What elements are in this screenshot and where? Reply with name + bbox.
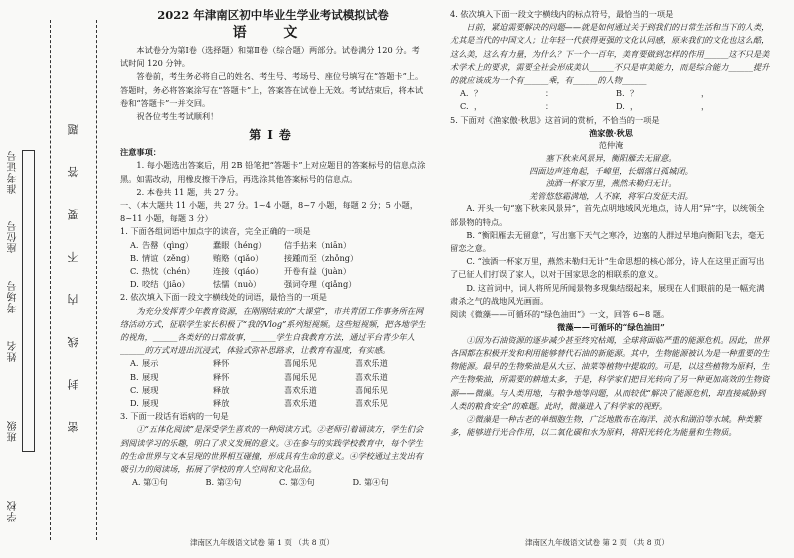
article-paragraph: ②微藻是一种古老的单细胞生物，广泛地散布在海洋、淡水和湖泊等水域。种类繁多，能够进行光合作用，以二氧化碳和水为原料，将阳光转化为能量和生物质。: [450, 414, 762, 438]
option: C. 第③句: [279, 477, 315, 488]
option-letter: B.: [616, 88, 625, 99]
option-text: 喜闻乐见: [284, 358, 317, 369]
option-text: 贿赂（qiǎo）: [213, 252, 264, 263]
question-1-stem: 1. 下面各组词语中加点字的读音，完全正确的一项是: [120, 226, 311, 237]
article-title: 微藻——可循环的“绿色油田”: [557, 322, 665, 333]
option-text: 连接（qiáo）: [213, 266, 264, 277]
question-2-stem: 2. 依次填入下面一段文字横线处的词语，最恰当的一项是: [120, 292, 327, 303]
option-text: 接踵而至（zhǒng）: [284, 252, 359, 263]
option-letter: A.: [460, 88, 469, 99]
option-letter: D.: [130, 279, 139, 290]
option-text: 释放: [213, 398, 230, 409]
option-text: 展示: [142, 358, 159, 369]
option-text: 展现: [142, 398, 159, 409]
seal-dashed-line-outer: [50, 20, 51, 540]
intro-paragraph: 祝各位考生考试顺利！: [136, 111, 219, 122]
option-text: 喜欢乐道: [284, 398, 317, 409]
name-label: 姓名: [8, 340, 19, 362]
seal-line-text: 密 封 线 内 不 要 答 题: [67, 110, 80, 433]
subject-title: 语 文: [232, 25, 314, 41]
reading-intro: 阅读《微藻——可循环的“绿色油田”》一文，回答 6~8 题。: [450, 309, 670, 320]
option: A. 第①句: [132, 477, 168, 488]
exam-room-label: 考场号: [8, 280, 19, 313]
poem-title: 渔家傲·秋思: [589, 127, 633, 138]
option-text: 释怀: [213, 371, 230, 382]
question-5-stem: 5. 下面对《渔家傲·秋思》这首词的赏析，不恰当的一项是: [450, 114, 660, 125]
option-text: 咬结（jiāo）: [142, 279, 190, 290]
question-4-stem: 4. 依次填入下面一段文字横线内的标点符号，最恰当的一项是: [450, 9, 674, 19]
question-4-passage: 日前，紧迫需要解决的问题——就是如何通过关于到我们的日常生活和当下的人类，尤其是当代的中国文人；让年轻一代获得更强的文化认同感，原来我们的文化也这么酷，这么美，这么有力量，为什么？下一个一百年，美育要做到怎样的作用______这不只是美术学术上的要求，需要全社会形成美认______不只是审美能力，而是综合能力______提升的就应该成为一个有______乘，有______的人物______: [450, 22, 770, 86]
section-title: 第Ⅰ卷: [249, 128, 297, 143]
exam-title: 2022 年津南区初中毕业生学业考试模拟试卷: [157, 8, 389, 22]
question-2-passage: 为充分发挥青少年教育资源，在刚刚结束的“大课堂”，市共青团工作事务所在网络活动方式，征联学生家长积极了“我的Vlog”系列短视频。这些短视频，把各地学生的视角，______各类好的日常故事，______学生自我教育方法，通过平台青少年人______的方式对进出沉浸式，体验式弥补思路求，让教育有温度，有实感。: [120, 305, 426, 356]
option-text: 热忱（chén）: [142, 266, 195, 277]
option-text: 释放: [213, 384, 230, 395]
option-text: 释怀: [213, 358, 230, 369]
ticket-box-column: [22, 150, 35, 452]
question-3-stem: 3. 下面一段话有语病的一句是: [120, 411, 229, 422]
option-letter: B.: [130, 371, 139, 382]
option-mark: ，: [630, 101, 639, 112]
option-letter: A.: [130, 358, 139, 369]
option-text: 展现: [142, 371, 159, 382]
option-mark: ：: [545, 101, 554, 112]
option-mark: ，: [701, 101, 710, 112]
poem-line: 羌管悠悠霜满地，人不寐，将军白发征夫泪。: [529, 190, 693, 201]
option-text: 信手拈来（niān）: [284, 239, 352, 250]
notes-title: 注意事项：: [120, 147, 161, 158]
binding-margin: [0, 0, 118, 558]
option-mark: ？: [630, 88, 639, 99]
option-letter: B.: [130, 252, 139, 263]
option-letter: A.: [130, 239, 139, 250]
option-text: 喜欢乐道: [355, 371, 388, 382]
class-label: 班级: [8, 420, 19, 442]
question-3-options: [120, 476, 426, 489]
option-mark: ，: [474, 101, 483, 112]
poem-line: 浊酒一杯家万里，燕然未勒归无计。: [545, 178, 677, 189]
poem-line: 塞下秋来风景异，衡阳雁去无留意。: [545, 153, 677, 164]
poem-line: 四面边声连角起，千嶂里，长烟落日孤城闭。: [529, 165, 693, 176]
option-letter: C.: [130, 384, 139, 395]
question-5-option: D. 这首词中，词人将所见所闻景物多现集结缀起来，展现在人们眼前的是一幅充满肃杀之气的战地风光画面。: [450, 282, 765, 306]
option-letter: C.: [130, 266, 139, 277]
option-text: 喜欢乐道: [284, 384, 317, 395]
option-mark: ：: [545, 88, 554, 99]
page-one-footer: 津南区九年级语文试卷 第 1 页 （共 8 页）: [190, 538, 334, 547]
option-text: 喜闻乐见: [355, 384, 388, 395]
option-text: 蠢眼（héng）: [213, 239, 267, 250]
question-4-options: [450, 87, 772, 113]
option-text: 喜欢乐道: [355, 358, 388, 369]
option-mark: ？: [474, 88, 483, 99]
article-paragraph: ①因为石油资源的逐步减少甚至终究枯竭，全球将面临严重的能源危机。因此，世界各国都在积极开发和利用能够替代石油的新能源。其中，生物能源被认为是一种重要的生物能源。最早的生物柴油是从大豆、油菜等植物中提取的。可是，以这些植物为原料，生产生物柴油，所需要的耕地太多，于是，科学家们把目光转向了另一种更加高效的生物资源——微藻。与人类用地，与粮争地等问题，从而较优“解决了能源危机，却直接威胁到人类的粮食安全”的难题。此时，微藻进入了科学家的视野。: [450, 334, 770, 411]
page-two-footer: 津南区九年级语文试卷 第 2 页 （共 8 页）: [525, 538, 669, 547]
intro-paragraph: 答卷前，考生务必将自己的姓名、考生号、考场号、座位号填写在“答题卡”上。答题时，务必将答案涂写在“答题卡”上，答案答在试卷上无效。考试结束后，将本试卷和“答题卡”一并交回。: [120, 71, 424, 108]
option-text: 喜闻乐见: [284, 371, 317, 382]
intro-paragraph: 本试卷分为第Ⅰ卷（选择题）和第Ⅱ卷（综合题）两部分。试卷满分 120 分。考试时间 120 分钟。: [120, 45, 420, 69]
option: D. 第④句: [352, 477, 389, 488]
option-text: 展现: [142, 384, 159, 395]
seal-dashed-line-inner: [96, 20, 97, 540]
question-5-option: B. “衡阳雁去无留意”，写出塞下天气之寒冷，边塞的人群过早地向衡阳飞去，毫无留恋之意。: [450, 229, 765, 253]
ticket-label: 准考证号: [8, 150, 19, 194]
page-one-column: [120, 0, 426, 558]
question-3-passage: ①“五体化阅读”是深受学生喜欢的一种阅读方式。②老师引着诵读方，学生们会到阅读学习的乐趣，明白了求义发展的意义。③在参与的实践学校教育中，每个学生的生命世界与文本呈现的世界相互碰撞，形成具有生命的意义。④学校通过主发出有吸引力的阅读场，拓展了学校的育人空间和文化品位。: [120, 424, 424, 475]
option-text: 开卷有益（juàn）: [284, 266, 352, 277]
option-text: 强词夺理（qiǎng）: [284, 279, 357, 290]
question-2-options: [120, 357, 426, 410]
option-letter: D.: [616, 101, 625, 112]
school-label: 学校: [8, 500, 19, 522]
page-two-column: [450, 0, 772, 558]
option-letter: D.: [130, 398, 139, 409]
part-one-heading: 一、（本大题共 11 小题，共 27 分。1~4 小题，8~7 小题，每题 2 分；5 小题，8~11 小题，每题 3 分）: [120, 200, 419, 224]
seat-label: 座位号: [8, 220, 19, 253]
question-5-option: A. 开头一句“塞下秋来风景异”，首先点明地域风光地点，诗人用“异”字，以统领全部景物的特点。: [450, 203, 765, 227]
question-1-options: [120, 239, 426, 292]
option-text: 怯懦（nuò）: [213, 279, 262, 290]
option-mark: ，: [701, 88, 710, 99]
option-text: 喜欢乐见: [355, 398, 388, 409]
option-text: 情谊（zěng）: [142, 252, 195, 263]
option: B. 第②句: [205, 477, 242, 488]
note-item: 1. 每小题选出答案后，用 2B 铅笔把“答题卡”上对应题目的答案标号的信息点涂黑。如需改动，用橡皮擦干净后，再选涂其他答案标号的信息点。: [120, 160, 426, 184]
poem-author: 范仲淹: [598, 140, 624, 151]
option-text: 告罄（qìng）: [142, 239, 194, 250]
question-5-option: C. “浊酒一杯家万里，燕然未勒归无计”生命思想的核心部分，诗人在这里正面写出了已征人们打误了家人，以对于国家思念的相联系的意义。: [450, 256, 765, 280]
note-item: 2. 本卷共 11 题，共 27 分。: [136, 186, 244, 197]
option-letter: C.: [460, 101, 469, 112]
